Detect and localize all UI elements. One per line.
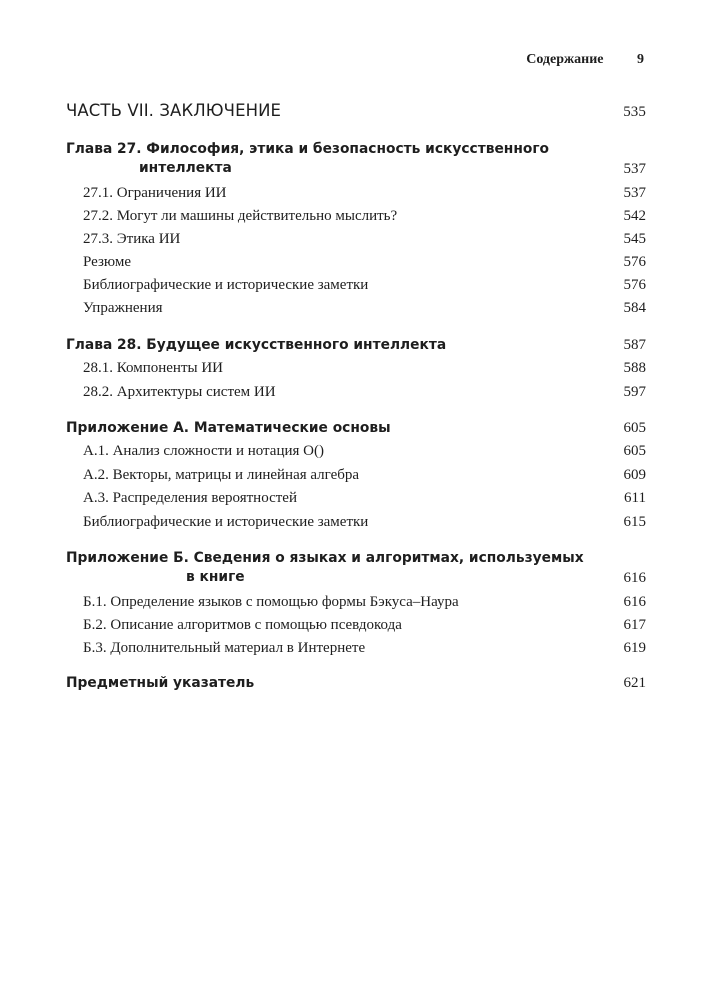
toc-page-number: 587: [623, 337, 646, 353]
toc-appendix-b-entry[interactable]: [66, 549, 646, 587]
toc-section-entry[interactable]: [66, 617, 646, 634]
toc-page-number: 617: [623, 617, 646, 633]
toc-section-label: А.3. Распределения вероятностей: [83, 490, 297, 506]
toc-section-label: 28.2. Архитектуры систем ИИ: [83, 384, 276, 400]
toc-page-number: 537: [623, 161, 646, 177]
toc-appendix-title: [66, 549, 584, 587]
toc-section-entry[interactable]: [66, 594, 646, 611]
running-head: [526, 52, 644, 68]
toc-section-label: Б.3. Дополнительный материал в Интернете: [83, 640, 366, 656]
toc-page-number: 576: [623, 254, 646, 270]
toc-page-number: 609: [623, 467, 646, 483]
toc-section-label: 27.2. Могут ли машины действительно мыслить?: [83, 208, 398, 224]
toc-index-entry[interactable]: [66, 675, 646, 692]
toc-section-entry[interactable]: [66, 360, 646, 377]
toc-section-entry[interactable]: [66, 384, 646, 401]
toc-part-entry[interactable]: [66, 101, 646, 121]
toc-section-entry[interactable]: [66, 640, 646, 657]
toc-page-number: 615: [623, 514, 646, 530]
toc-section-label: Б.2. Описание алгоритмов с помощью псевдокода: [83, 617, 402, 633]
toc-appendix-a-entry[interactable]: [66, 420, 646, 437]
toc-section-entry[interactable]: [66, 467, 646, 484]
toc-page-number: 619: [623, 640, 646, 656]
toc-section-label: 28.1. Компоненты ИИ: [83, 360, 224, 376]
toc-section-entry[interactable]: [66, 254, 646, 271]
toc-page-number: 616: [623, 570, 646, 586]
toc-index-title: Предметный указатель: [66, 675, 255, 691]
toc-chapter-title-line2: интеллекта: [139, 160, 232, 176]
toc-page-number: 597: [623, 384, 646, 400]
toc-page-number: 588: [623, 360, 646, 376]
toc-chapter-28-entry[interactable]: [66, 337, 646, 354]
toc-chapter-title: [66, 140, 549, 178]
toc-chapter-title-line1: Глава 27. Философия, этика и безопасность искусственного: [66, 141, 550, 157]
toc-page-number: 542: [623, 208, 646, 224]
toc-part-title: ЧАСТЬ VII. ЗАКЛЮЧЕНИЕ: [66, 101, 282, 120]
toc-section-label: Упражнения: [83, 300, 163, 316]
toc-section-label: А.1. Анализ сложности и нотация O(): [83, 443, 324, 459]
toc-page-number: 535: [623, 104, 646, 120]
toc-section-label: 27.1. Ограничения ИИ: [83, 185, 227, 201]
toc-section-entry[interactable]: [66, 185, 646, 202]
toc-page-number: 616: [623, 594, 646, 610]
toc-section-entry[interactable]: [66, 300, 646, 317]
toc-section-label: Библиографические и исторические заметки: [83, 277, 369, 293]
toc-section-label: 27.3. Этика ИИ: [83, 231, 181, 247]
toc-section-entry[interactable]: [66, 208, 646, 225]
toc-section-entry[interactable]: [66, 490, 646, 507]
toc-page-number: 537: [623, 185, 646, 201]
toc-page-number: 611: [624, 490, 646, 506]
toc-page-number: 576: [623, 277, 646, 293]
toc-section-entry[interactable]: [66, 443, 646, 460]
toc-page-number: 584: [623, 300, 646, 316]
toc-section-label: Библиографические и исторические заметки: [83, 514, 369, 530]
toc-section-label: Резюме: [83, 254, 132, 270]
running-head-page-number: 9: [637, 52, 644, 67]
toc-section-entry[interactable]: [66, 231, 646, 248]
toc-section-entry[interactable]: [66, 514, 646, 531]
toc-section-entry[interactable]: [66, 277, 646, 294]
toc-chapter-title: Глава 28. Будущее искусственного интеллекта: [66, 337, 447, 353]
toc-appendix-title-line1: Приложение Б. Сведения о языках и алгоритмах, используемых: [66, 550, 584, 566]
toc-section-label: А.2. Векторы, матрицы и линейная алгебра: [83, 467, 360, 483]
toc-chapter-27-entry[interactable]: [66, 140, 646, 178]
toc-appendix-title-line2: в книге: [186, 569, 245, 585]
toc-page-number: 545: [623, 231, 646, 247]
toc-page-number: 605: [623, 443, 646, 459]
toc-page-number: 605: [623, 420, 646, 436]
toc-page-number: 621: [623, 675, 646, 691]
toc-section-label: Б.1. Определение языков с помощью формы Бэкуса–Наура: [83, 594, 459, 610]
toc-appendix-title: Приложение А. Математические основы: [66, 420, 391, 436]
running-head-title: Содержание: [526, 52, 604, 67]
